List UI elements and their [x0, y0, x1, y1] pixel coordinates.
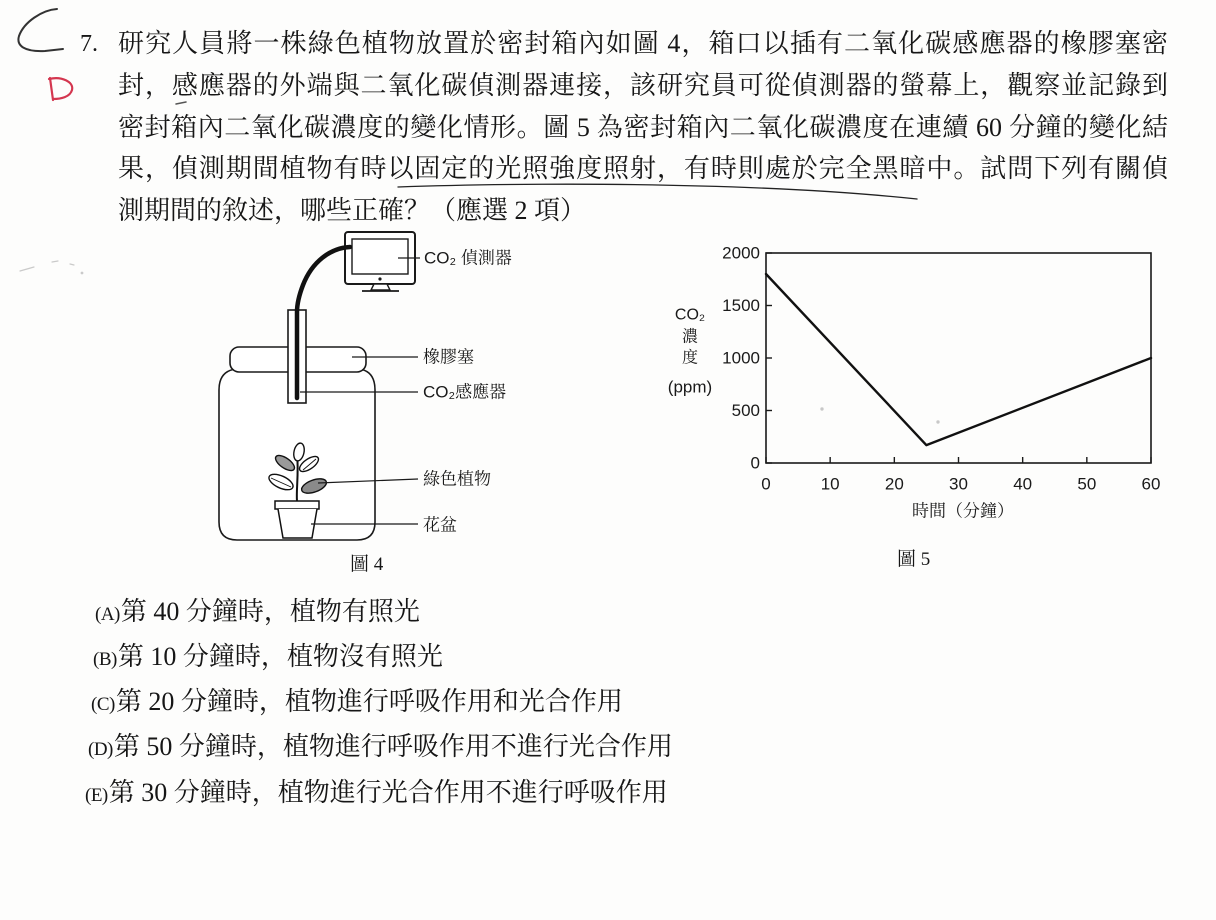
co2-detector-monitor [345, 232, 415, 291]
label-co2-sensor: CO₂感應器 [423, 382, 507, 402]
question-number: 7. [80, 31, 98, 57]
question-line: 密封箱內二氧化碳濃度的變化情形。圖 5 為密封箱內二氧化碳濃度在連續 60 分鐘的變化結 [118, 112, 1168, 142]
flower-pot [275, 501, 319, 538]
x-tick-label: 60 [1141, 474, 1161, 494]
option-c [91, 684, 623, 723]
question-line: 果，偵測期間植物有時以固定的光照強度照射，有時則處於完全黑暗中。試問下列有關偵 [118, 154, 1168, 184]
question-line: 測期間的敘述，哪些正確？（應選 2 項） [118, 196, 587, 226]
x-tick-label: 30 [949, 474, 968, 494]
x-tick-label: 10 [820, 474, 840, 494]
question-line: 封，感應器的外端與二氧化碳偵測器連接，該研究員可從偵測器的螢幕上，觀察並記錄到 [118, 70, 1168, 100]
handwritten-answer-c [18, 9, 63, 51]
option-e [85, 775, 668, 814]
figure5-caption: 圖 5 [897, 549, 931, 570]
option-label: (B) [93, 649, 117, 670]
label-green-plant: 綠色植物 [423, 469, 491, 489]
option-text: 第 20 分鐘時，植物進行呼吸作用和光合作用 [115, 687, 623, 716]
question-stem [118, 23, 1168, 232]
x-tick-label: 20 [884, 474, 904, 494]
label-flower-pot: 花盆 [423, 515, 457, 535]
label-rubber-stopper: 橡膠塞 [423, 347, 474, 367]
option-label: (C) [91, 694, 115, 715]
option-label: (E) [85, 785, 108, 806]
label-co2-detector: CO₂ 偵測器 [424, 248, 512, 268]
y-tick-label: 500 [731, 401, 760, 420]
series-line [766, 274, 1151, 445]
option-a [95, 594, 420, 633]
figure4-caption: 圖 4 [350, 554, 384, 575]
option-text: 第 10 分鐘時，植物沒有照光 [117, 642, 443, 671]
option-b [93, 639, 443, 678]
y-axis-label: CO₂ [674, 306, 706, 324]
option-text: 第 30 分鐘時，植物進行光合作用不進行呼吸作用 [108, 778, 668, 807]
co2-concentration-chart [650, 230, 1190, 530]
x-axis-label: 時間（分鐘） [912, 501, 1014, 521]
option-label: (D) [88, 739, 113, 760]
y-axis-label: 濃 [681, 328, 699, 346]
y-tick-label: 0 [750, 453, 760, 473]
y-tick-label: 1000 [722, 348, 760, 368]
y-axis-label: 度 [681, 349, 699, 367]
y-tick-label: 1500 [722, 296, 760, 315]
apparatus-diagram [200, 225, 540, 555]
option-d [88, 729, 673, 768]
y-tick-label: 2000 [722, 243, 760, 263]
y-axis-label: (ppm) [667, 377, 713, 397]
x-tick-label: 0 [761, 474, 771, 494]
plot-area [722, 244, 1160, 494]
x-tick-label: 40 [1013, 474, 1033, 494]
option-text: 第 50 分鐘時，植物進行呼吸作用不進行光合作用 [113, 732, 673, 761]
option-text: 第 40 分鐘時，植物有照光 [120, 597, 420, 626]
question-line: 研究人員將一株綠色植物放置於密封箱內如圖 4，箱口以插有二氧化碳感應器的橡膠塞密 [118, 29, 1168, 58]
handwritten-answer-d [49, 78, 72, 100]
x-tick-label: 50 [1077, 474, 1097, 494]
option-label: (A) [95, 604, 120, 625]
